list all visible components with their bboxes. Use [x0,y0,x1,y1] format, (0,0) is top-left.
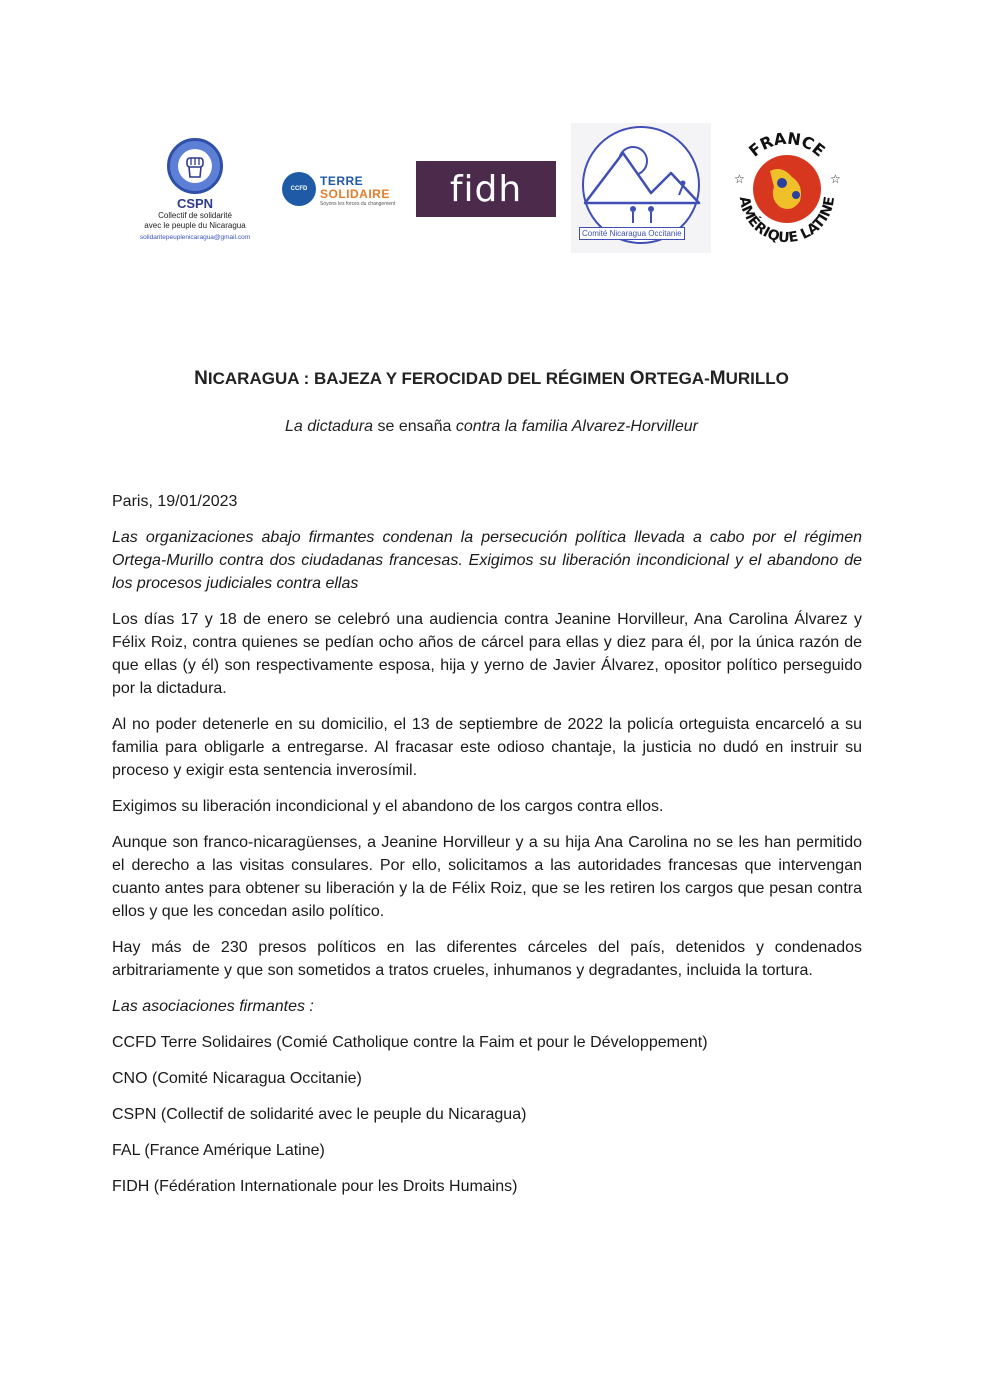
terre-line2: SOLIDAIRE [320,187,390,201]
signatory-item: CCFD Terre Solidaires (Comié Catholique contre la Faim et pour le Développement) [112,1034,708,1051]
cspn-email: solidaritepeuplenicaragua@gmail.com [139,234,251,241]
cno-label: Comité Nicaragua Occitanie [579,227,685,240]
document-body [112,490,862,1211]
svg-text:☆: ☆ [830,172,841,186]
paragraph-4: Aunque son franco-nicaragüenses, a Jeanine Horvilleur y a su hija Ana Carolina no se les han permitido el derecho a las visitas consulares. Por ello, solicitamos a las autoridades francesas que intervengan cuanto antes para obtener su liberación y la de Félix Roiz, que se les retiren los cargos que pesan contra ellos y que les concedan asilo político. [112,834,862,920]
raised-fist-icon [184,153,206,179]
terre-line1: TERRE [320,174,364,188]
fidh-logo: fidh [416,161,556,217]
ccfd-badge: CCFD [282,172,316,206]
fal-bottom-text: AMÉRIQUE LATINE [735,195,839,247]
cno-logo [571,123,711,253]
cspn-emblem [167,138,223,194]
terre-solidaire-logo [282,170,402,210]
paragraph-2: Al no poder detenerle en su domicilio, el 13 de septiembre de 2022 la policía orteguista encarceló a su familia para obligarle a entregarse. Al fracasar este odioso chantaje, la justicia no dudó en instruir su proceso y exigir esta sentencia inverosímil. [112,716,862,779]
terre-tagline: Soyons les forces du changement [320,201,396,207]
cspn-line2: avec le peuple du Nicaragua [144,221,246,230]
date-line: Paris, 19/01/2023 [112,493,238,510]
document-subtitle: La dictadura se ensaña contra la familia Alvarez-Horvilleur [285,418,698,435]
signatory-item: CSPN (Collectif de solidarité avec le peuple du Nicaragua) [112,1106,527,1123]
signatories-heading: Las asociaciones firmantes : [112,998,314,1015]
cspn-line1: Collectif de solidarité [158,211,232,220]
intro-paragraph: Las organizaciones abajo firmantes condenan la persecución política llevada a cabo por el régimen Ortega-Murillo contra dos ciudadanas francesas. Exigimos su liberación incondicional y el abandono de los procesos judiciales contra ellas [112,529,862,592]
signatory-item: CNO (Comité Nicaragua Occitanie) [112,1070,362,1087]
signatory-item: FIDH (Fédération Internationale pour les Droits Humains) [112,1178,518,1195]
logo-bar [0,120,983,260]
paragraph-5: Hay más de 230 presos políticos en las diferentes cárceles del país, detenidos y condenados arbitrariamente y que son sometidos a tratos crueles, inhumanos y degradantes, incluida la tortura. [112,939,862,979]
svg-text:☆: ☆ [734,172,745,186]
fal-top-text: FRANCE [745,128,829,161]
fal-emblem-icon [722,125,852,253]
cspn-logo [130,138,260,241]
document-title: NICARAGUA : BAJEZA Y FEROCIDAD DEL RÉGIMEN ORTEGA-MURILLO [194,368,789,389]
signatory-item: FAL (France Amérique Latine) [112,1142,325,1159]
cspn-acronym: CSPN [176,196,214,211]
paragraph-1: Los días 17 y 18 de enero se celebró una audiencia contra Jeanine Horvilleur, Ana Carolina Álvarez y Félix Roiz, contra quienes se pedían ocho años de cárcel para ellas y diez para él, por la única razón de que ellas (y él) son respectivamente esposa, hija y yerno de Javier Álvarez, opositor político perseguido por la dictadura. [112,611,862,697]
paragraph-3: Exigimos su liberación incondicional y el abandono de los cargos contra ellos. [112,798,664,815]
fal-logo [722,125,852,253]
